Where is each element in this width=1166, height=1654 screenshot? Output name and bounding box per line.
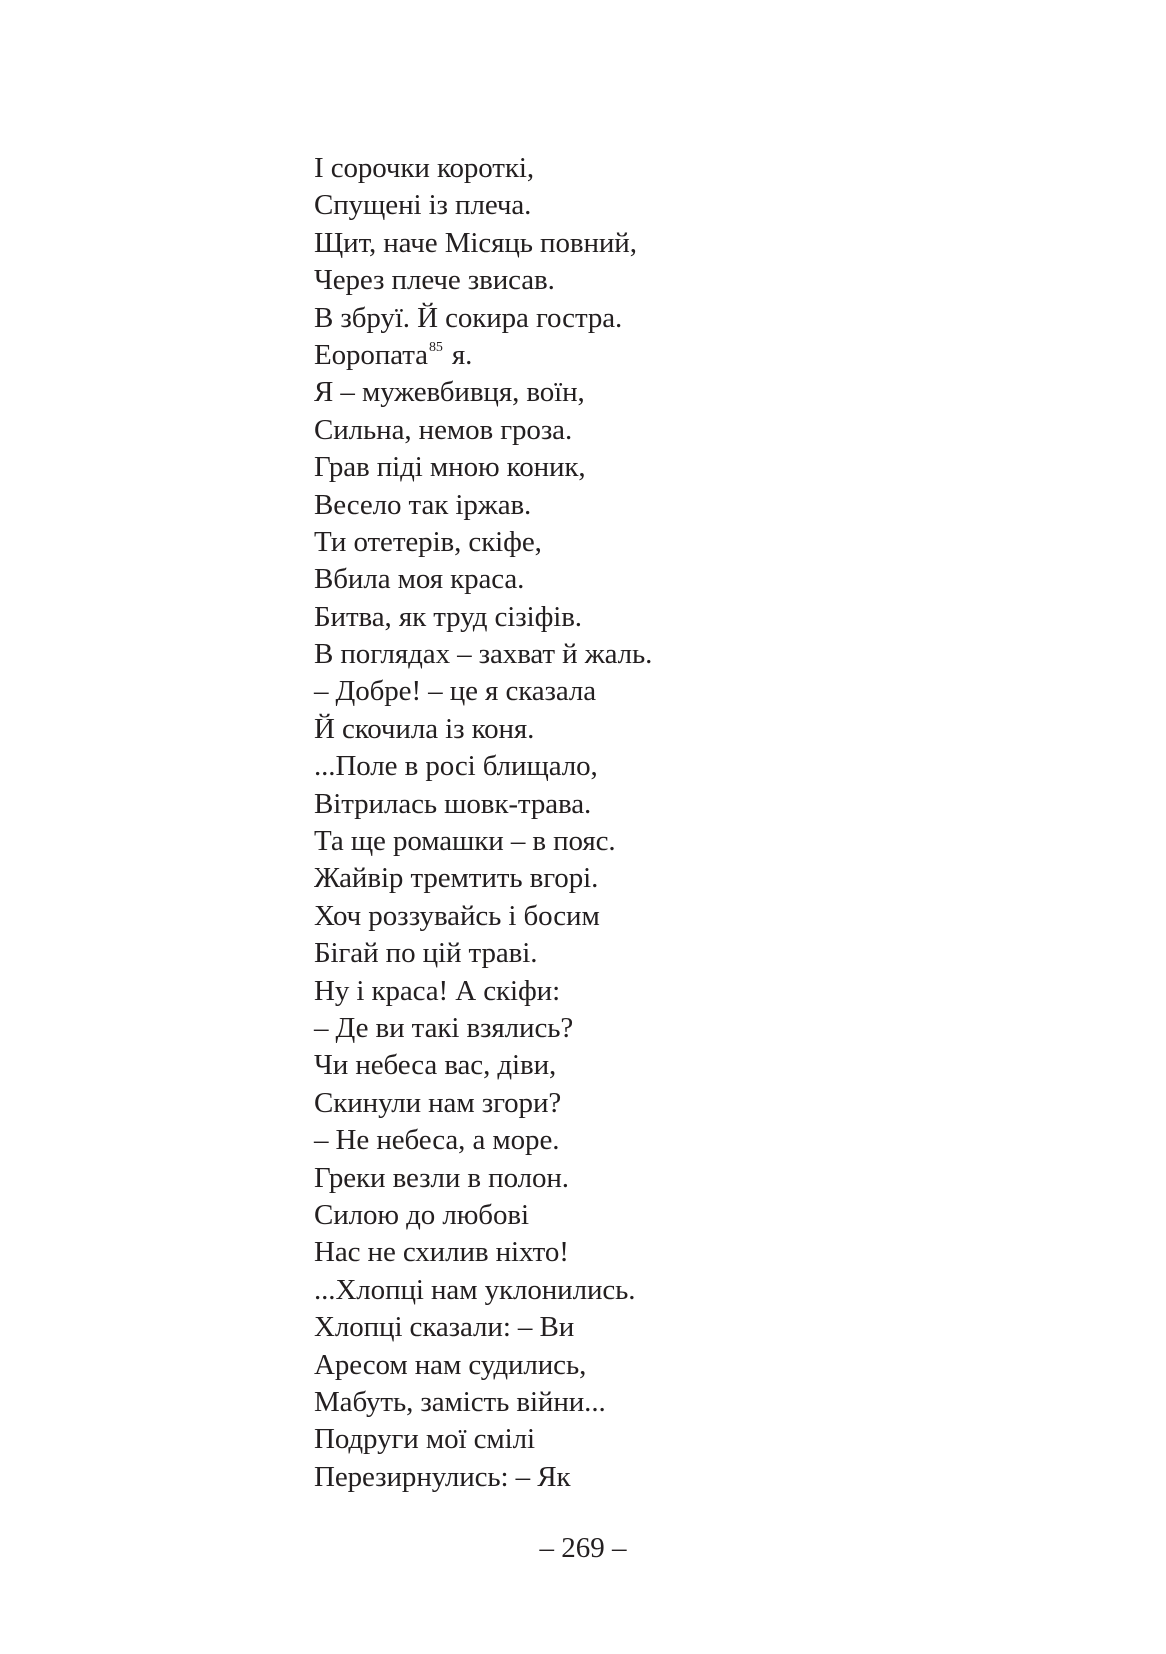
poem-line	[314, 636, 652, 673]
poem-line	[314, 487, 652, 524]
poem-text	[314, 150, 652, 1496]
poem-line	[314, 1122, 652, 1159]
poem-line-text: – Не небеса, а море.	[314, 1124, 560, 1157]
poem-line	[314, 150, 652, 187]
poem-line	[314, 711, 652, 748]
poem-line-text: Вбила моя краса.	[314, 563, 525, 596]
poem-line	[314, 1347, 652, 1384]
poem-line	[314, 1197, 652, 1234]
poem-line	[314, 524, 652, 561]
poem-line	[314, 1459, 652, 1496]
poem-line-text: Хлопці сказали: – Ви	[314, 1311, 575, 1344]
poem-line	[314, 1160, 652, 1197]
poem-line	[314, 1421, 652, 1458]
poem-line	[314, 300, 652, 337]
poem-line-text: Та ще ромашки – в пояс.	[314, 825, 616, 858]
poem-line	[314, 449, 652, 486]
poem-line	[314, 187, 652, 224]
footnote-marker: 85	[428, 339, 443, 355]
poem-line-text: Через плече звисав.	[314, 264, 555, 297]
poem-line-text: Ну і краса! А скіфи:	[314, 974, 561, 1007]
poem-line-text: В поглядах – захват й жаль.	[314, 638, 653, 671]
poem-line	[314, 973, 652, 1010]
poem-line	[314, 860, 652, 897]
poem-line-text: Й скочила із коня.	[314, 712, 535, 745]
poem-line	[314, 1234, 652, 1271]
poem-line-text: Мабуть, замість війни...	[314, 1385, 606, 1418]
poem-line	[314, 374, 652, 411]
poem-line-text: Скинули нам згори?	[314, 1086, 562, 1119]
poem-line-text: Сильна, немов гроза.	[314, 413, 573, 446]
poem-line	[314, 1309, 652, 1346]
poem-line	[314, 337, 652, 374]
poem-line-text: Силою до любові	[314, 1198, 529, 1231]
poem-line	[314, 935, 652, 972]
poem-line	[314, 412, 652, 449]
poem-line-text: Аресом нам судились,	[314, 1348, 587, 1381]
poem-line	[314, 1010, 652, 1047]
poem-line-text: Я – мужевбивця, воїн,	[314, 376, 585, 409]
poem-line	[314, 1047, 652, 1084]
poem-line	[314, 1272, 652, 1309]
poem-line-text: В збруї. Й сокира гостра.	[314, 301, 623, 334]
poem-line	[314, 599, 652, 636]
poem-line	[314, 786, 652, 823]
poem-line-text: ...Поле в росі блищало,	[314, 750, 598, 783]
poem-line-text: Перезирнулись: – Як	[314, 1460, 571, 1493]
poem-line	[314, 561, 652, 598]
poem-line-text: Ти отетерів, скіфе,	[314, 525, 542, 558]
poem-line-text: Вітрилась шовк-трава.	[314, 787, 592, 820]
poem-line-text: І сорочки короткі,	[314, 152, 534, 184]
poem-line-text: Еоропата	[314, 338, 428, 371]
poem-line-text: – Де ви такі взялись?	[314, 1011, 574, 1044]
poem-line	[314, 748, 652, 785]
poem-line	[314, 1085, 652, 1122]
poem-line-text: Чи небеса вас, діви,	[314, 1049, 557, 1082]
poem-line-text: Хоч роззувайсь і босим	[314, 899, 600, 932]
poem-line	[314, 225, 652, 262]
poem-line-text: Весело так іржав.	[314, 488, 532, 521]
poem-line	[314, 898, 652, 935]
poem-line-text: Греки везли в полон.	[314, 1161, 569, 1194]
poem-line-text: Грав піді мною коник,	[314, 451, 586, 484]
poem-line-text: Подруги мої смілі	[314, 1423, 535, 1456]
poem-line-text: Бігай по цій траві.	[314, 937, 538, 970]
page-number: – 269 –	[539, 1532, 627, 1564]
poem-line	[314, 823, 652, 860]
poem-line-text-continued: я.	[444, 338, 473, 371]
poem-line-text: – Добре! – це я сказала	[314, 675, 597, 708]
poem-line-text: ...Хлопці нам уклонились.	[314, 1273, 636, 1306]
poem-line-text: Спущені із плеча.	[314, 189, 532, 222]
poem-line-text: Битва, як труд сізіфів.	[314, 600, 582, 633]
poem-line	[314, 1384, 652, 1421]
poem-line-text: Щит, наче Місяць повний,	[314, 226, 637, 259]
poem-line-text: Нас не схилив ніхто!	[314, 1236, 569, 1269]
poem-line	[314, 262, 652, 299]
poem-line	[314, 673, 652, 710]
poem-line-text: Жайвір тремтить вгорі.	[314, 862, 599, 895]
